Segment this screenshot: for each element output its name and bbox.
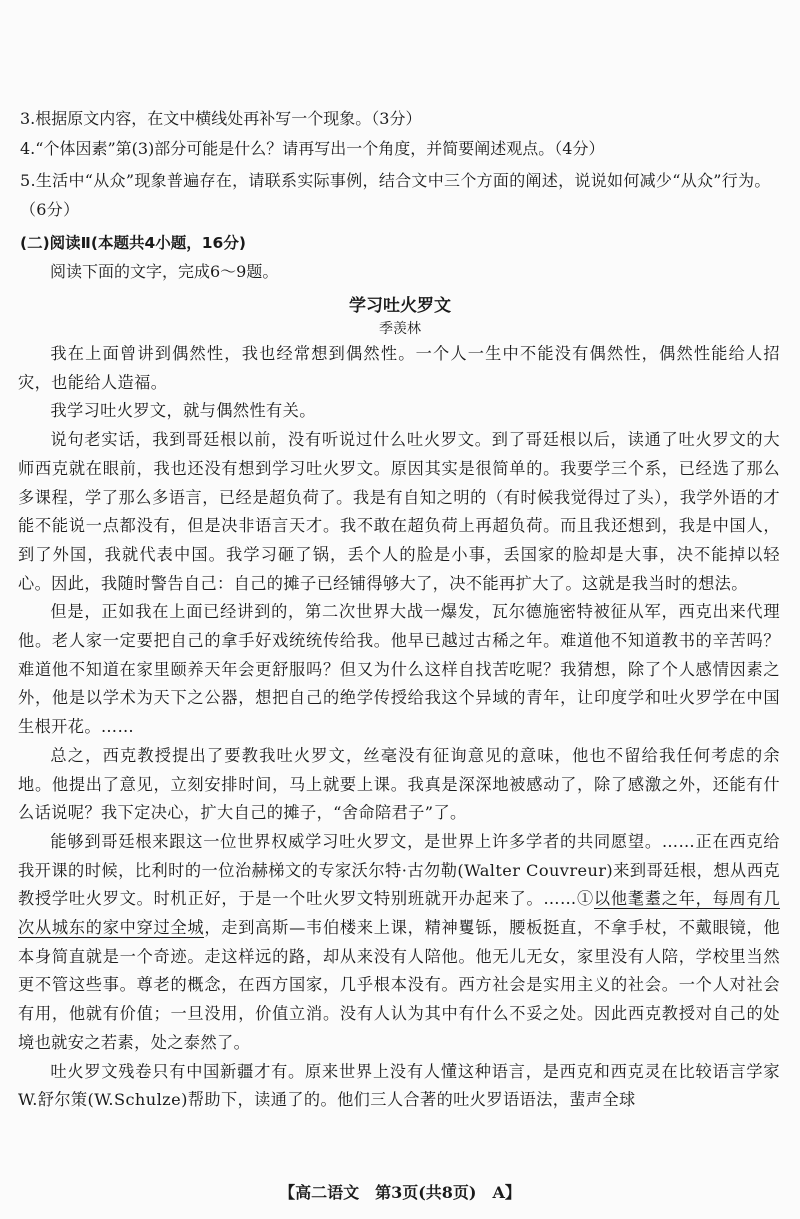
question-3: 3.根据原文内容，在文中横线处再补写一个现象。（3分） — [20, 109, 422, 128]
paragraph: 我学习吐火罗文，就与偶然性有关。 — [50, 401, 316, 421]
article-body — [18, 340, 780, 1115]
article-author: 季羡林 — [379, 321, 421, 337]
paragraph: 总之，西克教授提出了要教我吐火罗文，丝毫没有征询意见的意味，他也不留给我任何考虑的余地。他提出了意见，立刻安排时间，马上就要上课。我真是深深地被感动了，除了感激之外，还能有什么话说呢？我下定决心，扩大自己的摊子，“舍命陪君子”了。 — [18, 745, 780, 823]
underlined-sentence: 以他耄耋之年，每周有几次从城东的家中穿过全城 — [18, 889, 780, 938]
paragraph-text: ，走到高斯—韦伯楼来上课，精神矍铄，腰板挺直，不拿手杖，不戴眼镜，他本身简直就是一个奇迹。走这样远的路，却从来没有人陪他。他无儿无女，家里没有人陪，学校里当然更不管这些事。尊老的概念，在西方国家，几乎根本没有。西方社会是实用主义的社会。一个人对社会有用，他就有价值；一旦没用，价值立消。没有人认为其中有什么不妥之处。因此西克教授对自己的处境也就安之若素，处之泰然了。 — [18, 918, 780, 1052]
paragraph: 说句老实话，我到哥廷根以前，没有听说过什么吐火罗文。到了哥廷根以后，读通了吐火罗文的大师西克就在眼前，我也还没有想到学习吐火罗文。原因其实是很简单的。我要学三个系，已经选了那么多课程，学了那么多语言，已经是超负荷了。我是有自知之明的（有时候我觉得过了头），我学外语的才能不能说一点都没有，但是决非语言天才。我不敢在超负荷上再超负荷。而且我还想到，我是中国人，到了外国，我就代表中国。我学习砸了锅，丢个人的脸是小事，丢国家的脸却是大事，决不能掉以轻心。因此，我随时警告自己：自己的摊子已经铺得够大了，决不能再扩大了。这就是我当时的想法。 — [18, 430, 780, 593]
reading-instruction: 阅读下面的文字，完成6～9题。 — [50, 262, 279, 281]
question-5: 5.生活中“从众”现象普遍存在，请联系实际事例，结合文中三个方面的阐述，说说如何减少“从众”行为。（6分） — [20, 171, 771, 219]
question-4: 4.“个体因素”第(3)部分可能是什么？请再写出一个角度，并简要阐述观点。（4分） — [20, 139, 605, 158]
paragraph: 吐火罗文残卷只有中国新疆才有。原来世界上没有人懂这种语言，是西克和西克灵在比较语言学家W.舒尔策(W.Schulze)帮助下，读通了的。他们三人合著的吐火罗语语法，蜚声全球 — [18, 1061, 780, 1110]
paragraph: 我在上面曾讲到偶然性，我也经常想到偶然性。一个人一生中不能没有偶然性，偶然性能给人招灾，也能给人造福。 — [18, 344, 780, 392]
page-footer: 【高二语文 第3页(共8页) A】 — [279, 1183, 521, 1202]
section-heading: (二)阅读Ⅱ(本题共4小题，16分) — [20, 234, 246, 252]
paragraph-underlined — [18, 828, 780, 1058]
paragraph: 但是，正如我在上面已经讲到的，第二次世界大战一爆发，瓦尔德施密特被征从军，西克出来代理他。老人家一定要把自己的拿手好戏统统传给我。他早已越过古稀之年。难道他不知道教书的辛苦吗？难道他不知道在家里颐养天年会更舒服吗？但又为什么这样自找苦吃呢？我猜想，除了个人感情因素之外，他是以学术为天下之公器，想把自己的绝学传授给我这个异域的青年，让印度学和吐火罗学在中国生根开花。…… — [18, 602, 780, 737]
paragraph-text: 能够到哥廷根来跟这一位世界权威学习吐火罗文，是世界上许多学者的共同愿望。……正在西克给我开课的时候，比利时的一位治赫梯文的专家沃尔特·古勿勒(Walter Couvreur)来到哥廷根，想从西克教授学吐火罗文。时机正好，于是一个吐火罗文特别班就开办起来了。……① — [18, 831, 780, 909]
article-title: 学习吐火罗文 — [349, 296, 451, 316]
